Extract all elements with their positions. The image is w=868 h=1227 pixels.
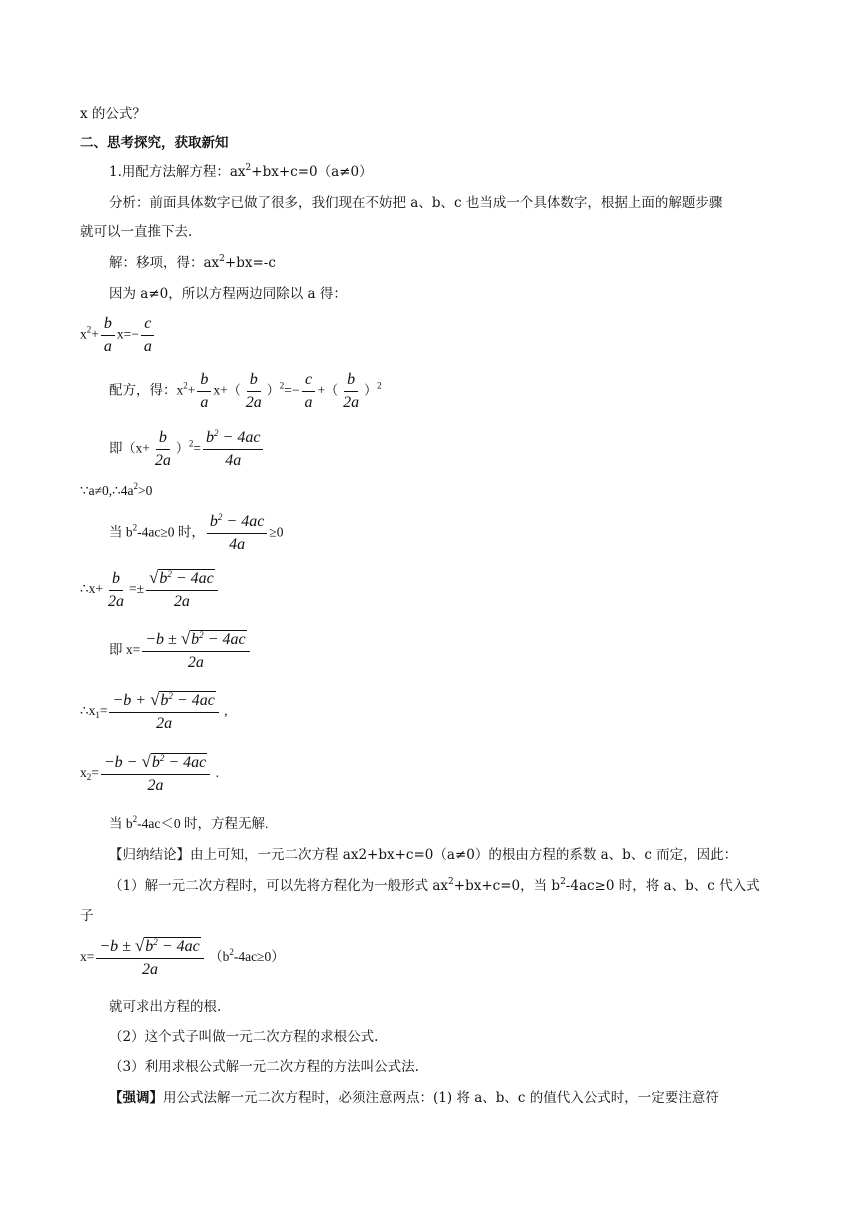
point-1-line: （1）解一元二次方程时，可以先将方程化为一般形式 $ax^2+bx+c=0$，当 $b^2-4ac\ge 0$ 时，将 a、b、c 代入式 bbox=[109, 877, 760, 894]
item-1-text-b: +bx+c=0（a≠0） bbox=[251, 164, 373, 180]
solve-step-1: 解：移项，得：$ax^2+bx=-c$ bbox=[109, 254, 276, 271]
condition-text-b: -4ac≥0） bbox=[233, 949, 285, 965]
when-lt-text: 当 b bbox=[109, 816, 133, 831]
equation-x-solution: 即 x= $\frac{-b \pm √b^2 - 4ac}{2a}$ bbox=[109, 629, 252, 673]
point-3-line: （3）利用求根公式解一元二次方程的方法叫公式法. bbox=[109, 1059, 419, 1075]
emphasis-label: 【强调】 bbox=[109, 1090, 163, 1106]
point-1-text-a: （1）解一元二次方程时，可以先将方程化为一般形式 ax bbox=[109, 878, 449, 894]
divide-line: 因为 a≠0，所以方程两边同除以 a 得： bbox=[109, 286, 347, 302]
analysis-line-2: 就可以一直推下去. bbox=[80, 224, 193, 240]
point-1-continued: 子 bbox=[80, 908, 94, 924]
when-ge-text: 当 b bbox=[109, 524, 133, 540]
ji-label: 即 bbox=[109, 440, 123, 456]
equation-complete-square: 配方，得：$x^2+$ $\frac{b}{a}$ x+（ $\frac{b}{2a}$ ）$^2$=− $\frac{c}{a}$ +（ $\frac{b}{2a}$ ）$^2$ bbox=[109, 371, 382, 411]
item-1-text: 1.用配方法解方程：ax bbox=[109, 164, 246, 180]
point-1-text-b: +bx+c=0，当 b bbox=[453, 878, 561, 894]
get-roots-line: 就可求出方程的根. bbox=[109, 999, 222, 1015]
peifang-label: 配方，得： bbox=[109, 382, 177, 398]
equation-divided: $x^2+$ $\frac{b}{a}$ x=− $\frac{c}{a}$ bbox=[80, 314, 157, 357]
analysis-line-1: 分析：前面具体数字已做了很多，我们现在不妨把 a、b、c 也当成一个具体数字，根据上面的解题步骤 bbox=[109, 195, 723, 211]
when-lt-text-b: -4ac＜0 时，方程无解. bbox=[137, 816, 269, 831]
equation-square-form: 即（x+ $\frac{b}{2a}$ ）$^2$= $\frac{b^2 - 4ac}{4a}$ bbox=[109, 428, 265, 471]
equation-sqrt-both: ∴x+ $\frac{b}{2a}$ =± $\frac{√b^2 - 4ac}{2a}$ bbox=[80, 568, 220, 612]
point-1-text-c: -4ac≥0 时，将 a、b、c 代入式 bbox=[565, 878, 760, 894]
conclusion-label: 【归纳结论】 bbox=[109, 847, 190, 863]
a-nonzero-text: ∵a≠0,∴4a bbox=[80, 483, 134, 498]
point-2-line: （2）这个式子叫做一元二次方程的求根公式. bbox=[109, 1029, 379, 1045]
equation-x2: $x_2=$ $\frac{-b - √b^2 - 4ac}{2a}$ . bbox=[80, 752, 219, 794]
conclusion-text: 由上可知，一元二次方程 ax2+bx+c=0（a≠0）的根由方程的系数 a、b、c 而定，因此： bbox=[190, 847, 738, 863]
solve-step-1-text: 解：移项，得：ax bbox=[109, 255, 220, 271]
a-nonzero-text-b: >0 bbox=[137, 483, 153, 498]
conclusion-line bbox=[109, 845, 737, 865]
solve-step-1-text-b: +bx=-c bbox=[224, 255, 276, 271]
no-solution-line: 当 $b^2-4ac<0$ 时，方程无解. bbox=[109, 814, 269, 831]
equation-x1: $\therefore x_1=$ $\frac{-b + √b^2 - 4ac}{2a}$ , bbox=[80, 690, 228, 732]
section-heading: 二、思考探究，获取新知 bbox=[80, 135, 229, 151]
ge-zero-text: ≥0 bbox=[269, 524, 284, 540]
emphasis-text: 用公式法解一元二次方程时，必须注意两点：(1) 将 a、b、c 的值代入公式时，一定要注意符 bbox=[163, 1090, 719, 1106]
fraction-c-over-a: $\frac{c}{a}$ bbox=[141, 314, 155, 357]
text-x-formula: x 的公式？ bbox=[80, 106, 146, 122]
continued-line bbox=[80, 104, 146, 124]
emphasis-line bbox=[109, 1088, 719, 1108]
quadratic-formula: x= $\frac{-b \pm √b^2 - 4ac}{2a}$ $(b^2-4ac\ge 0)$ bbox=[80, 936, 285, 978]
fraction-b-over-a: $\frac{b}{a}$ bbox=[101, 314, 115, 357]
discriminant-nonneg-line: 当 $b^2-4ac\ge 0$ 时， $\frac{b^2 - 4ac}{4a}$ ≥0 bbox=[109, 512, 284, 553]
item-1-line: 1.用配方法解方程：$ax^2+bx+c=0(a\ne 0)$ bbox=[109, 163, 373, 180]
a-nonzero-line: $\because a\ne 0,\therefore 4a^2>0$ bbox=[80, 481, 153, 498]
condition-text: （b bbox=[209, 949, 230, 965]
when-ge-text-b: -4ac≥0 时， bbox=[137, 524, 205, 540]
